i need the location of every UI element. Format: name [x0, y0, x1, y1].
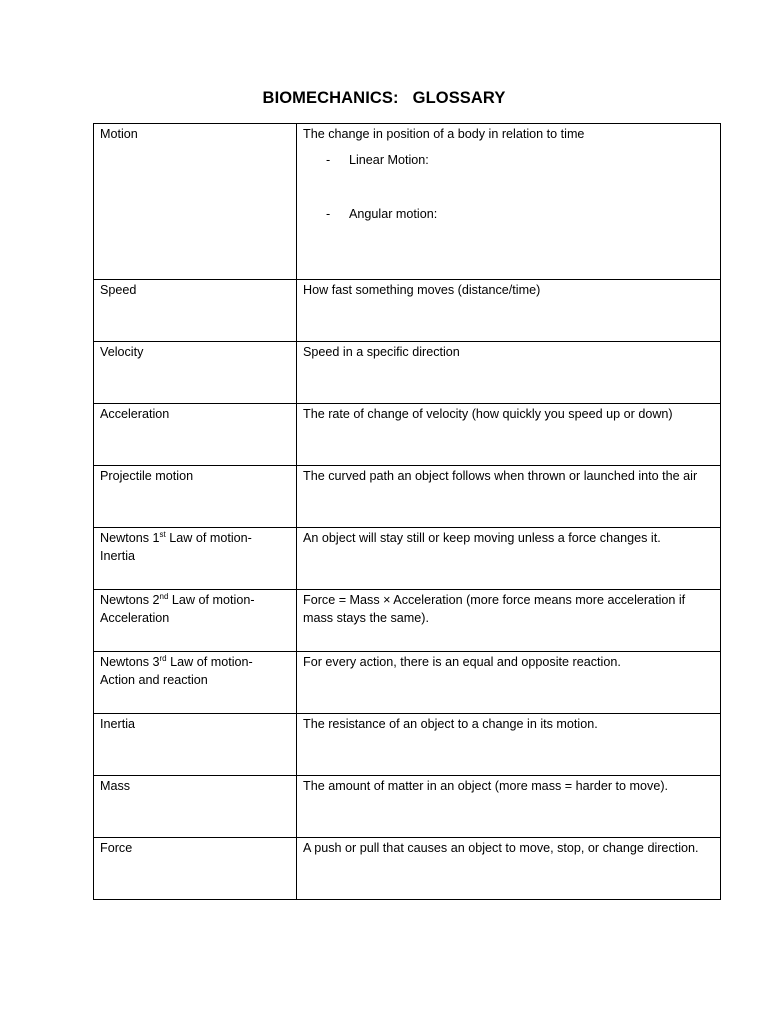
- ordinal-suffix: rd: [159, 654, 167, 663]
- table-row: [94, 280, 721, 342]
- definition-text: The resistance of an object to a change in its motion.: [303, 717, 598, 731]
- law-prefix: Newtons 1: [100, 531, 160, 545]
- motion-subtype-list: [303, 151, 714, 223]
- table-row: [94, 838, 721, 900]
- definition-cell: [297, 652, 721, 714]
- definition-text: How fast something moves (distance/time): [303, 283, 541, 297]
- term-cell: [94, 466, 297, 528]
- ordinal-suffix: nd: [159, 592, 169, 601]
- term-cell: [94, 714, 297, 776]
- term-cell: [94, 528, 297, 590]
- definition-text: A push or pull that causes an object to move, stop, or change direction.: [303, 841, 699, 855]
- definition-cell: [297, 528, 721, 590]
- ordinal-suffix: st: [159, 530, 166, 539]
- term-cell: [94, 838, 297, 900]
- list-item: [303, 151, 714, 169]
- table-row: [94, 776, 721, 838]
- term-cell: [94, 404, 297, 466]
- definition-cell: [297, 714, 721, 776]
- dash-bullet: -: [326, 207, 331, 221]
- term-cell: [94, 776, 297, 838]
- term-label: Projectile motion: [100, 469, 194, 483]
- subitem-label: Linear Motion:: [349, 153, 429, 167]
- table-row: [94, 590, 721, 652]
- law-suffix: Law of motion-: [168, 593, 255, 607]
- definition-text: Speed in a specific direction: [303, 345, 460, 359]
- definition-text: Force = Mass × Acceleration (more force means more acceleration if mass stays the same).: [303, 593, 686, 625]
- definition-cell: [297, 466, 721, 528]
- term-label: Motion: [100, 127, 138, 141]
- definition-cell: [297, 124, 721, 280]
- definition-text: An object will stay still or keep moving unless a force changes it.: [303, 531, 661, 545]
- term-cell: [94, 342, 297, 404]
- term-cell: [94, 590, 297, 652]
- law-suffix: Law of motion-: [165, 531, 252, 545]
- definition-cell: [297, 838, 721, 900]
- law-prefix: Newtons 3: [100, 655, 160, 669]
- definition-text: For every action, there is an equal and opposite reaction.: [303, 655, 621, 669]
- term-label: Acceleration: [100, 407, 170, 421]
- table-row: [94, 528, 721, 590]
- glossary-table: [93, 123, 721, 900]
- definition-cell: [297, 280, 721, 342]
- definition-text: The rate of change of velocity (how quickly you speed up or down): [303, 407, 673, 421]
- term-label: Force: [100, 841, 133, 855]
- dash-bullet: -: [326, 153, 331, 167]
- definition-cell: [297, 342, 721, 404]
- subitem-label: Angular motion:: [349, 207, 438, 221]
- term-label: Speed: [100, 283, 137, 297]
- law-prefix: Newtons 2: [100, 593, 160, 607]
- law-subterm: Acceleration: [100, 611, 170, 625]
- law-suffix: Law of motion-: [166, 655, 253, 669]
- table-row: [94, 124, 721, 280]
- definition-cell: [297, 590, 721, 652]
- law-subterm: Action and reaction: [100, 673, 208, 687]
- term-label: Inertia: [100, 717, 136, 731]
- definition-text: The curved path an object follows when thrown or launched into the air: [303, 469, 698, 483]
- definition-cell: [297, 404, 721, 466]
- law-subterm: Inertia: [100, 549, 136, 563]
- term-label: Mass: [100, 779, 131, 793]
- table-row: [94, 404, 721, 466]
- list-item: [303, 205, 714, 223]
- term-cell: [94, 280, 297, 342]
- definition-text: The change in position of a body in relation to time: [303, 127, 585, 141]
- definition-cell: [297, 776, 721, 838]
- table-row: [94, 652, 721, 714]
- table-row: [94, 342, 721, 404]
- term-cell: [94, 124, 297, 280]
- term-cell: [94, 652, 297, 714]
- page-title: BIOMECHANICS: GLOSSARY: [262, 89, 506, 107]
- definition-text: The amount of matter in an object (more mass = harder to move).: [303, 779, 669, 793]
- table-row: [94, 714, 721, 776]
- term-label: Velocity: [100, 345, 144, 359]
- table-row: [94, 466, 721, 528]
